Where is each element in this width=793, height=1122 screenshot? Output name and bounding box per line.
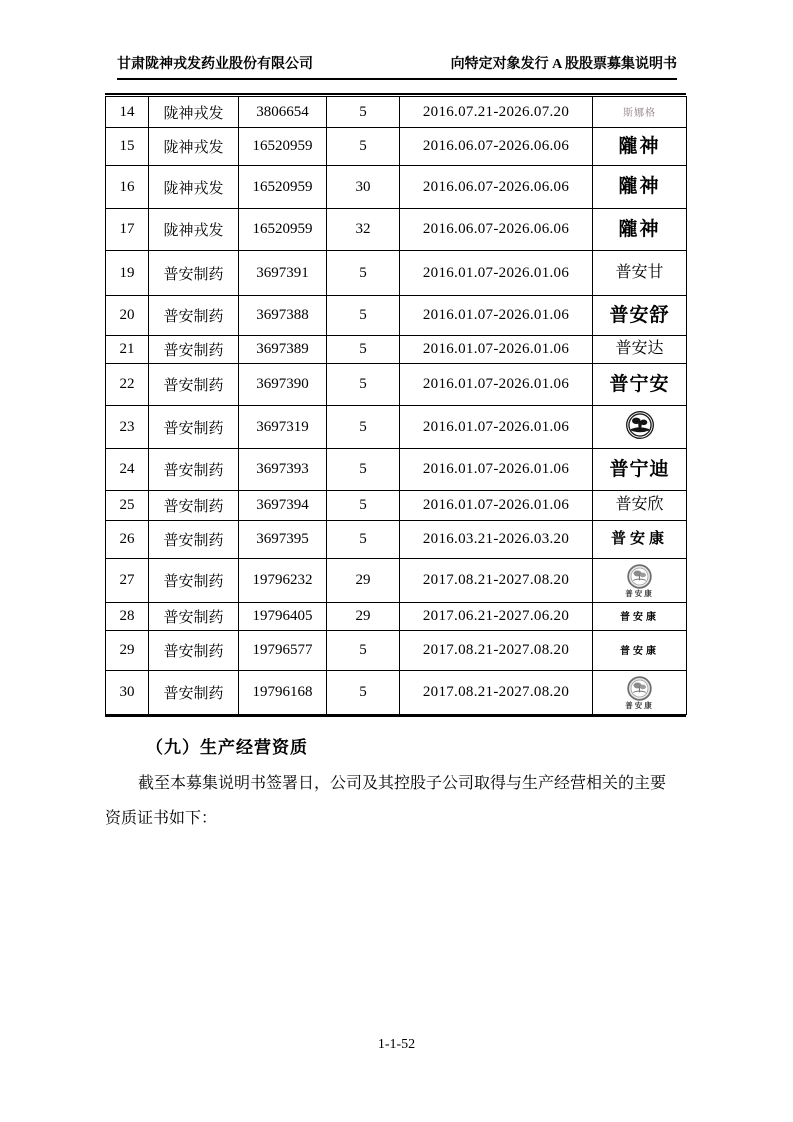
table-row [106, 603, 687, 631]
trademark-logotype: 普安舒 [609, 304, 670, 326]
trademark-cell [593, 521, 687, 559]
serial-cell: 27 [106, 559, 149, 603]
paragraph-line: 资质证书如下： [105, 810, 218, 827]
trademark-cell [593, 209, 687, 251]
table-row [106, 166, 687, 209]
registration-number-cell: 3806654 [239, 97, 327, 128]
trademark-text: 普安欣 [615, 496, 664, 513]
registration-number-cell: 16520959 [239, 209, 327, 251]
serial-cell: 25 [106, 491, 149, 521]
validity-period-cell: 2016.01.07-2026.01.06 [400, 491, 593, 521]
validity-period-cell: 2016.01.07-2026.01.06 [400, 251, 593, 296]
registration-number-cell: 3697389 [239, 336, 327, 364]
gray-circular-emblem-icon [627, 564, 652, 589]
validity-period-cell: 2016.06.07-2026.06.06 [400, 166, 593, 209]
owner-cell: 普安制药 [149, 631, 239, 671]
validity-period-cell: 2016.01.07-2026.01.06 [400, 296, 593, 336]
class-cell: 5 [327, 364, 400, 406]
gray-circular-emblem-icon [627, 676, 652, 701]
owner-cell: 普安制药 [149, 559, 239, 603]
class-cell: 5 [327, 521, 400, 559]
section-heading: （九）生产经营资质 [146, 738, 308, 757]
page-number: 1-1-52 [377, 1037, 416, 1052]
owner-cell: 陇神戎发 [149, 166, 239, 209]
header-doc-title: 向特定对象发行 A 股股票募集说明书 [450, 57, 677, 72]
class-cell: 29 [327, 559, 400, 603]
trademark-logotype: 普宁安 [609, 373, 670, 395]
validity-period-cell: 2016.07.21-2026.07.20 [400, 97, 593, 128]
validity-period-cell: 2016.06.07-2026.06.06 [400, 128, 593, 166]
validity-period-cell: 2016.06.07-2026.06.06 [400, 209, 593, 251]
validity-period-cell: 2017.08.21-2027.08.20 [400, 671, 593, 715]
trademark-table [105, 93, 686, 717]
serial-cell: 28 [106, 603, 149, 631]
registration-number-cell: 3697390 [239, 364, 327, 406]
serial-cell: 22 [106, 364, 149, 406]
table-top-rule [105, 93, 686, 95]
table-row [106, 364, 687, 406]
owner-cell: 普安制药 [149, 603, 239, 631]
table-row [106, 336, 687, 364]
registration-number-cell: 16520959 [239, 166, 327, 209]
trademark-logotype: 隴神 [618, 176, 661, 197]
owner-cell: 普安制药 [149, 671, 239, 715]
validity-period-cell: 2017.08.21-2027.08.20 [400, 631, 593, 671]
owner-cell: 普安制药 [149, 449, 239, 491]
registration-number-cell: 3697395 [239, 521, 327, 559]
serial-cell: 14 [106, 97, 149, 128]
paragraph-line: 截至本募集说明书签署日，公司及其控股子公司取得与生产经营相关的主要 [138, 775, 667, 792]
section-paragraph [105, 766, 687, 836]
class-cell: 30 [327, 166, 400, 209]
trademark-cell [593, 251, 687, 296]
trademark-caption: 普安康 [625, 700, 654, 710]
trademark-caption: 普安康 [625, 588, 654, 598]
owner-cell: 普安制药 [149, 406, 239, 449]
registration-number-cell: 19796232 [239, 559, 327, 603]
header-company-name: 甘肃陇神戎发药业股份有限公司 [117, 57, 313, 72]
trademark-text: 斯娜格 [623, 107, 656, 119]
trademark-logotype: 普宁迪 [609, 458, 670, 480]
trademark-cell [593, 603, 687, 631]
registration-number-cell: 19796168 [239, 671, 327, 715]
registration-number-cell: 3697393 [239, 449, 327, 491]
registration-number-cell: 19796577 [239, 631, 327, 671]
registration-number-cell: 3697319 [239, 406, 327, 449]
validity-period-cell: 2017.08.21-2027.08.20 [400, 559, 593, 603]
table-row [106, 631, 687, 671]
serial-cell: 17 [106, 209, 149, 251]
trademark-logotype: 隴神 [618, 135, 661, 157]
class-cell: 5 [327, 296, 400, 336]
owner-cell: 陇神戎发 [149, 128, 239, 166]
serial-cell: 21 [106, 336, 149, 364]
registration-number-cell: 3697388 [239, 296, 327, 336]
trademark-cell [593, 296, 687, 336]
validity-period-cell: 2016.01.07-2026.01.06 [400, 449, 593, 491]
trademark-cell [593, 631, 687, 671]
owner-cell: 普安制药 [149, 336, 239, 364]
table-row [106, 671, 687, 715]
validity-period-cell: 2016.03.21-2026.03.20 [400, 521, 593, 559]
serial-cell: 15 [106, 128, 149, 166]
registration-number-cell: 19796405 [239, 603, 327, 631]
table-row [106, 559, 687, 603]
registration-number-cell: 3697394 [239, 491, 327, 521]
trademark-text: 普安康 [620, 646, 659, 657]
trademark-logotype: 隴神 [618, 218, 661, 240]
class-cell: 5 [327, 449, 400, 491]
serial-cell: 24 [106, 449, 149, 491]
owner-cell: 普安制药 [149, 364, 239, 406]
class-cell: 5 [327, 251, 400, 296]
trademark-text: 普安康 [620, 612, 659, 623]
trademark-cell [593, 491, 687, 521]
trademark-cell [593, 97, 687, 128]
class-cell: 5 [327, 128, 400, 166]
serial-cell: 16 [106, 166, 149, 209]
class-cell: 5 [327, 336, 400, 364]
dark-circular-emblem-icon [625, 410, 655, 440]
trademark-cell [593, 406, 687, 449]
trademark-text: 普安达 [615, 340, 664, 357]
registration-number-cell: 16520959 [239, 128, 327, 166]
owner-cell: 陇神戎发 [149, 97, 239, 128]
trademark-cell [593, 128, 687, 166]
owner-cell: 普安制药 [149, 296, 239, 336]
trademark-cell [593, 671, 687, 715]
serial-cell: 20 [106, 296, 149, 336]
table-row [106, 491, 687, 521]
validity-period-cell: 2016.01.07-2026.01.06 [400, 406, 593, 449]
trademark-text: 普安康 [610, 531, 668, 547]
serial-cell: 19 [106, 251, 149, 296]
owner-cell: 普安制药 [149, 521, 239, 559]
trademark-cell [593, 364, 687, 406]
trademark-text: 普安甘 [615, 263, 664, 281]
table-row [106, 209, 687, 251]
class-cell: 5 [327, 491, 400, 521]
owner-cell: 陇神戎发 [149, 209, 239, 251]
serial-cell: 23 [106, 406, 149, 449]
class-cell: 32 [327, 209, 400, 251]
table-row [106, 296, 687, 336]
table-bottom-rule [105, 715, 686, 717]
table-row [106, 406, 687, 449]
table-row [106, 97, 687, 128]
trademark-cell [593, 336, 687, 364]
class-cell: 5 [327, 671, 400, 715]
table-row [106, 449, 687, 491]
registration-number-cell: 3697391 [239, 251, 327, 296]
class-cell: 5 [327, 406, 400, 449]
class-cell: 5 [327, 97, 400, 128]
class-cell: 29 [327, 603, 400, 631]
serial-cell: 30 [106, 671, 149, 715]
table-row [106, 251, 687, 296]
owner-cell: 普安制药 [149, 491, 239, 521]
trademark-cell [593, 449, 687, 491]
class-cell: 5 [327, 631, 400, 671]
page-header [117, 53, 677, 80]
trademark-cell [593, 166, 687, 209]
table-row [106, 128, 687, 166]
serial-cell: 29 [106, 631, 149, 671]
validity-period-cell: 2017.06.21-2027.06.20 [400, 603, 593, 631]
table-row [106, 521, 687, 559]
validity-period-cell: 2016.01.07-2026.01.06 [400, 364, 593, 406]
validity-period-cell: 2016.01.07-2026.01.06 [400, 336, 593, 364]
owner-cell: 普安制药 [149, 251, 239, 296]
serial-cell: 26 [106, 521, 149, 559]
trademark-cell [593, 559, 687, 603]
